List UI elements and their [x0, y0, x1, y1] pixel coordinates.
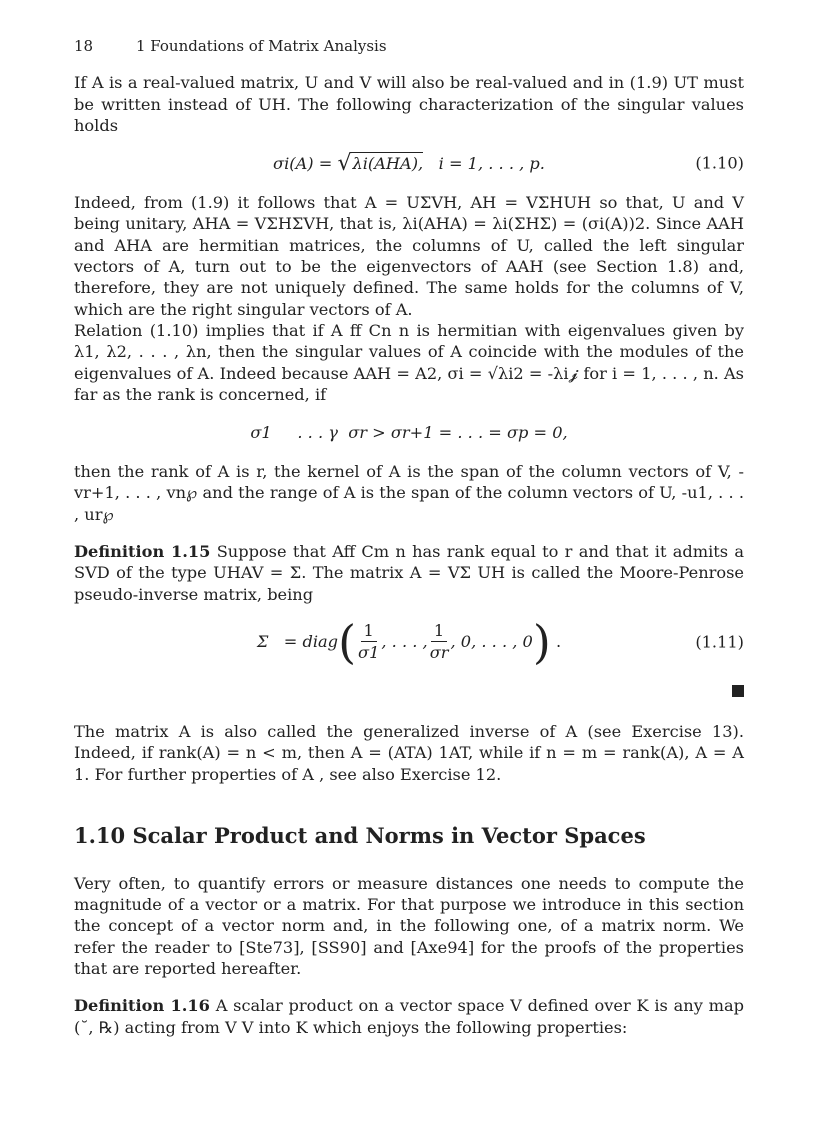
left-paren-icon: (	[338, 614, 357, 669]
paragraph-rank-kernel: then the rank of A is r, the kernel of A is the span of the column vectors of V, -vr+1, . . . , vn℘ and the range of A is the span of the column vectors of U, -u1, . . . , ur℘	[74, 462, 744, 524]
section-heading: 1.10 Scalar Product and Norms in Vector Spaces	[74, 822, 646, 848]
right-paren-icon: )	[532, 614, 551, 669]
eq-sigma-ordering-text: σ1 . . . γ σr > σr+1 = . . . = σp = 0,	[250, 422, 568, 442]
running-head	[74, 36, 744, 57]
sqrt-symbol-icon: √	[337, 150, 352, 176]
page-number: 18	[74, 37, 94, 55]
paragraph-norms-intro: Very often, to quantify errors or measure distances one needs to compute the magnitude of a vector or a matrix. For that purpose we introduce in this section the concept of a vector norm and, in the following one, of a matrix norm. We refer the reader to [Ste73], [SS90] and [Axe94] for the proofs of the properties that are reported hereafter.	[74, 873, 744, 979]
equation-sigma-ordering	[74, 417, 744, 447]
eq-1-11-period: .	[550, 632, 562, 652]
frac2-numerator: 1	[431, 620, 447, 642]
eq-1-11-fraction-last	[430, 620, 449, 664]
frac1-numerator: 1	[361, 620, 377, 642]
eq-1-10-radicand: λi(AHA),	[352, 154, 424, 174]
eq-1-11-ellipsis: , . . . ,	[381, 632, 428, 652]
definition-1-16	[74, 995, 744, 1038]
definition-1-16-text: A scalar product on a vector space V defined over K is any map (˘, ℞) acting from V V into K which enjoys the following properties:	[74, 996, 745, 1037]
paragraph-generalized-inverse: The matrix A is also called the generalized inverse of A (see Exercise 13). Indeed, if rank(A) = n < m, then A = (ATA) 1AT, while if n = m = rank(A), A = A 1. For further properties of A , see also Exercise 12.	[74, 721, 744, 784]
qed-square-icon	[732, 685, 744, 697]
eq-1-11-lhs: Σ = diag	[256, 632, 339, 652]
frac2-denominator: σr	[429, 643, 449, 663]
equation-1-11	[74, 613, 744, 671]
paragraph-singular-vectors: Indeed, from (1.9) it follows that A = UΣVH, AH = VΣHUH so that, U and V being unitary, AHA = VΣHΣVH, that is, λi(AHA) = λi(ΣHΣ) = (σi(A))2. Since AAH and AHA are hermitian matrices, the columns of U, called the left singular vectors of A, turn out to be the eigenvectors of AAH (see Section 1.8) and, therefore, they are not uniquely defined. The same holds for the columns of V, which are the right singular vectors of A.	[74, 193, 744, 319]
frac1-denominator: σ1	[358, 643, 380, 663]
chapter-title: 1 Foundations of Matrix Analysis	[136, 37, 387, 55]
eq-1-10-lhs: σi(A) =	[273, 153, 338, 173]
eq-1-11-zeros: , 0, . . . , 0	[450, 632, 533, 652]
eq-1-11-number: (1.11)	[695, 632, 744, 652]
definition-1-15-text: Suppose that Aff Cm n has rank equal to r and that it admits a SVD of the type UHAV = Σ. The matrix A = VΣ UH is called the Moore-Penrose pseudo-inverse matrix, being	[74, 542, 745, 604]
equation-1-10	[74, 148, 744, 178]
qed-row	[74, 679, 744, 705]
definition-1-15-label: Definition 1.15	[74, 542, 211, 562]
paragraph-hermitian-relation: Relation (1.10) implies that if A ff Cn n is hermitian with eigenvalues given by λ1, λ2, . . . , λn, then the singular values of A coincide with the modules of the eigenvalues of A. Indeed because AAH = A2, σi = √λi2 = -λi𝓳 for i = 1, . . . , n. As far as the rank is concerned, if	[74, 320, 744, 404]
eq-1-10-index-range: i = 1, . . . , p.	[423, 153, 545, 173]
eq-1-10-number: (1.10)	[695, 153, 744, 173]
definition-1-15	[74, 541, 744, 605]
definition-1-16-label: Definition 1.16	[74, 996, 210, 1016]
page	[74, 36, 744, 1038]
eq-1-11-fraction-first	[358, 620, 379, 664]
paragraph-real-valued: If A is a real-valued matrix, U and V will also be real-valued and in (1.9) UT must be written instead of UH. The following characterization of the singular values holds	[74, 73, 744, 135]
